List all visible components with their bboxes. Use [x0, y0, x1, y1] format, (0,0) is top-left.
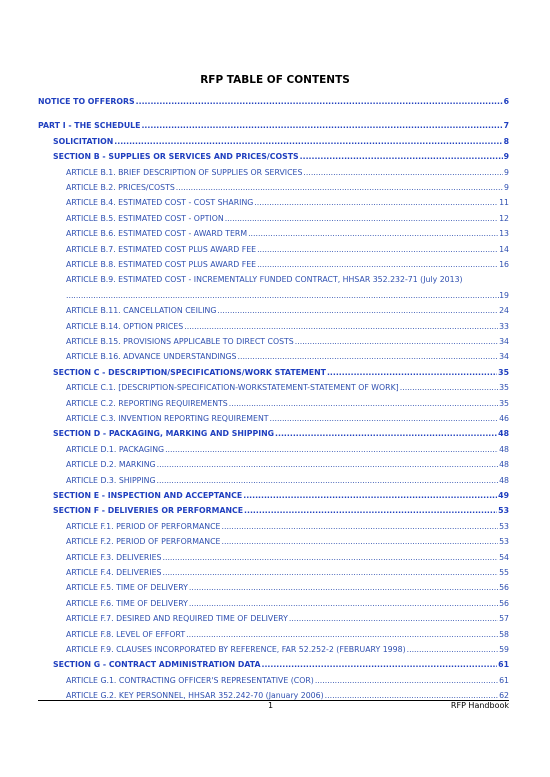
toc-dot-leader — [176, 181, 503, 194]
toc-entry-page: 11 — [499, 198, 509, 208]
toc-dot-leader — [237, 350, 498, 363]
toc-entry-title: ARTICLE C.2. REPORTING REQUIREMENTS — [66, 398, 228, 408]
toc-entry-page: 35 — [498, 367, 509, 377]
toc-dot-leader — [163, 551, 499, 564]
toc-entry-title: ARTICLE D.1. PACKAGING — [66, 444, 165, 454]
toc-dot-leader — [157, 474, 499, 487]
toc-entry[interactable] — [0, 304, 550, 317]
toc-dot-leader — [221, 520, 498, 533]
toc-dot-leader — [114, 135, 502, 148]
toc-dot-leader — [315, 674, 498, 687]
toc-entry-title: ARTICLE B.5. ESTIMATED COST - OPTION — [66, 213, 224, 223]
toc-entry-page: 19 — [499, 290, 509, 300]
toc-dot-leader — [184, 320, 498, 333]
toc-entry[interactable] — [0, 243, 550, 256]
toc-dot-leader — [221, 535, 498, 548]
toc-entry-page: 56 — [499, 583, 509, 593]
toc-dot-leader — [141, 119, 502, 132]
toc-dot-leader — [303, 166, 503, 179]
toc-entry[interactable] — [0, 119, 550, 132]
toc-entry-title: ARTICLE C.3. INVENTION REPORTING REQUIREMENT — [66, 414, 269, 423]
toc-entry-page: 54 — [499, 552, 509, 562]
toc-entry-continuation[interactable] — [66, 289, 509, 302]
toc-entry-title: SOLICITATION — [53, 136, 114, 146]
toc-entry-title: SECTION B - SUPPLIES OR SERVICES AND PRICES/COSTS — [53, 152, 299, 162]
toc-dot-leader — [300, 150, 503, 163]
toc-entry[interactable] — [0, 212, 550, 225]
toc-dot-leader — [407, 643, 498, 656]
toc-entry-page: 61 — [498, 660, 509, 670]
toc-entry-title: ARTICLE F.3. DELIVERIES — [66, 552, 162, 562]
footer-page-number: 1 — [268, 701, 274, 710]
toc-entry-page: 62 — [499, 691, 509, 701]
toc-entry[interactable] — [0, 504, 550, 517]
toc-entry[interactable] — [0, 674, 550, 687]
toc-dot-leader — [257, 258, 498, 271]
toc-dot-leader — [229, 397, 498, 410]
toc-entry-page: 53 — [499, 537, 509, 547]
toc-entry-page: 16 — [499, 260, 509, 269]
toc-entry-page: 48 — [499, 475, 509, 485]
toc-entry-page: 61 — [499, 675, 509, 685]
toc-dot-leader — [270, 412, 499, 425]
toc-entry[interactable] — [0, 366, 550, 379]
toc-entry-title: ARTICLE F.5. TIME OF DELIVERY — [66, 583, 188, 593]
toc-entry-page: 48 — [499, 444, 509, 454]
toc-entry[interactable] — [0, 150, 550, 163]
toc-entry[interactable] — [0, 643, 550, 656]
toc-entry-title: SECTION F - DELIVERIES OR PERFORMANCE — [53, 506, 244, 516]
toc-dot-leader — [163, 566, 499, 579]
toc-dot-leader — [189, 597, 498, 610]
toc-dot-leader — [248, 227, 498, 240]
toc-entry-title: ARTICLE F.1. PERIOD OF PERFORMANCE — [66, 521, 221, 531]
toc-entry-page: 14 — [499, 244, 509, 254]
toc-entry-title: ARTICLE B.9. ESTIMATED COST - INCREMENTALLY FUNDED CONTRACT, HHSAR 352.232-71 (July 2013) — [66, 275, 463, 285]
toc-entry-title: ARTICLE D.2. MARKING — [66, 460, 156, 470]
toc-dot-leader — [186, 628, 498, 641]
toc-entry-page: 34 — [499, 337, 509, 346]
toc-entry-title: ARTICLE B.2. PRICES/COSTS — [66, 183, 175, 192]
toc-entry-title: ARTICLE B.7. ESTIMATED COST PLUS AWARD FEE — [66, 244, 257, 254]
toc-entry-page: 56 — [499, 598, 509, 608]
footer-label: RFP Handbook — [450, 701, 509, 710]
toc-entry-title: ARTICLE F.4. DELIVERIES — [66, 568, 162, 577]
toc-entry[interactable] — [0, 227, 550, 240]
footer-rule — [38, 700, 509, 701]
toc-entry-title: ARTICLE B.14. OPTION PRICES — [66, 321, 184, 331]
toc-entry-title: SECTION E - INSPECTION AND ACCEPTANCE — [53, 491, 243, 500]
toc-entry-page: 6 — [503, 97, 509, 106]
toc-entry[interactable] — [0, 520, 550, 533]
toc-entry[interactable] — [0, 612, 550, 625]
toc-entry-title: ARTICLE F.7. DESIRED AND REQUIRED TIME OF DELIVERY — [66, 614, 288, 624]
toc-dot-leader — [189, 581, 498, 594]
toc-entry-page: 49 — [498, 491, 509, 500]
toc-dot-leader — [136, 95, 503, 108]
toc-entry-title: ARTICLE B.6. ESTIMATED COST - AWARD TERM — [66, 229, 248, 239]
toc-entry-page: 55 — [499, 568, 509, 577]
toc-entry[interactable] — [0, 566, 550, 579]
toc-entry-title: ARTICLE G.2. KEY PERSONNEL, HHSAR 352.242-70 (January 2006) — [66, 691, 324, 701]
toc-entry[interactable] — [0, 551, 550, 564]
toc-entry-page: 48 — [499, 460, 509, 470]
toc-entry-title: ARTICLE G.1. CONTRACTING OFFICER'S REPRESENTATIVE (COR) — [66, 675, 314, 685]
toc-entry-title: SECTION G - CONTRACT ADMINISTRATION DATA — [53, 660, 261, 670]
toc-entry-title: ARTICLE B.11. CANCELLATION CEILING — [66, 306, 217, 316]
toc-entry-title: ARTICLE D.3. SHIPPING — [66, 475, 156, 485]
toc-dot-leader — [225, 212, 498, 225]
toc-dot-leader — [165, 443, 498, 456]
toc-dot-leader — [295, 335, 498, 348]
toc-entry[interactable] — [0, 581, 550, 594]
toc-entry-page: 35 — [499, 398, 509, 408]
toc-entry[interactable] — [0, 628, 550, 641]
toc-entry-page: 13 — [499, 229, 509, 239]
toc-entry-title: ARTICLE B.15. PROVISIONS APPLICABLE TO DIRECT COSTS — [66, 337, 294, 346]
toc-entry-title: NOTICE TO OFFERORS — [38, 97, 135, 106]
toc-dot-leader — [275, 427, 497, 440]
toc-entry[interactable] — [0, 135, 550, 148]
toc-entry-title: ARTICLE F.2. PERIOD OF PERFORMANCE — [66, 537, 221, 547]
toc-entry[interactable] — [0, 489, 550, 502]
toc-entry-page: 9 — [503, 152, 509, 162]
toc-entry-page: 35 — [499, 383, 509, 393]
toc-dot-leader — [289, 612, 498, 625]
toc-entry-page: 46 — [499, 414, 509, 423]
toc-entry[interactable] — [0, 196, 550, 209]
toc-entry[interactable] — [0, 597, 550, 610]
toc-entry-title: ARTICLE B.8. ESTIMATED COST PLUS AWARD FEE — [66, 260, 257, 269]
toc-entry-page: 57 — [499, 614, 509, 624]
toc-entry[interactable] — [0, 427, 550, 440]
toc-dot-leader — [244, 504, 497, 517]
toc-entry[interactable] — [0, 443, 550, 456]
toc-entry[interactable] — [0, 320, 550, 333]
toc-entry[interactable] — [0, 181, 550, 194]
toc-dot-leader — [157, 458, 498, 471]
toc-entry[interactable] — [0, 535, 550, 548]
page-title: RFP TABLE OF CONTENTS — [200, 74, 350, 86]
toc-entry[interactable] — [0, 258, 550, 271]
toc-dot-leader — [262, 658, 498, 671]
toc-entry-title: ARTICLE C.1. [DESCRIPTION-SPECIFICATION-WORKSTATEMENT-STATEMENT OF WORK] — [66, 383, 399, 393]
toc-entry[interactable] — [0, 95, 550, 108]
toc-entry[interactable] — [0, 412, 550, 425]
toc-entry-page: 12 — [499, 213, 509, 223]
toc-entry-page: 48 — [498, 429, 509, 439]
toc-entry-title: PART I - THE SCHEDULE — [38, 121, 141, 131]
toc-entry-title: ARTICLE F.8. LEVEL OF EFFORT — [66, 629, 186, 639]
toc-entry-page: 9 — [504, 183, 509, 192]
toc-dot-leader — [400, 381, 498, 394]
toc-entry[interactable] — [0, 474, 550, 487]
toc-entry-page: 33 — [499, 321, 509, 331]
toc-entry-title: SECTION D - PACKAGING, MARKING AND SHIPPING — [53, 429, 275, 439]
toc-entry-title: ARTICLE B.4. ESTIMATED COST - COST SHARING — [66, 198, 254, 208]
toc-entry[interactable] — [0, 350, 550, 363]
toc-entry-page: 24 — [499, 306, 509, 316]
toc-entry-title: ARTICLE B.1. BRIEF DESCRIPTION OF SUPPLIES OR SERVICES — [66, 167, 303, 177]
toc-entry-title: ARTICLE F.9. CLAUSES INCORPORATED BY REFERENCE, FAR 52.252-2 (FEBRUARY 1998) — [66, 645, 406, 654]
toc-entry-page: 8 — [503, 136, 509, 146]
toc-entry-page: 53 — [499, 521, 509, 531]
toc-entry[interactable] — [0, 273, 550, 286]
toc-entry-page: 53 — [498, 506, 509, 516]
toc-entry-page: 7 — [503, 121, 509, 131]
toc-entry[interactable] — [0, 381, 550, 394]
toc-dot-leader — [217, 304, 498, 317]
toc-entry[interactable] — [0, 658, 550, 671]
toc-entry-page: 9 — [504, 167, 509, 177]
toc-dot-leader — [66, 289, 499, 302]
toc-entry-page: 34 — [499, 352, 509, 362]
toc-dot-leader — [254, 196, 498, 209]
toc-entry-page: 58 — [499, 629, 509, 639]
toc-entry[interactable] — [0, 335, 550, 348]
toc-entry[interactable] — [0, 458, 550, 471]
toc-entry-title: ARTICLE B.16. ADVANCE UNDERSTANDINGS — [66, 352, 237, 362]
toc-entry-title: ARTICLE F.6. TIME OF DELIVERY — [66, 598, 188, 608]
toc-entry[interactable] — [0, 397, 550, 410]
toc-entry[interactable] — [0, 166, 550, 179]
toc-dot-leader — [243, 489, 497, 502]
toc-dot-leader — [257, 243, 498, 256]
toc-entry-title: SECTION C - DESCRIPTION/SPECIFICATIONS/WORK STATEMENT — [53, 367, 326, 377]
toc-entry-page: 59 — [499, 645, 509, 654]
toc-dot-leader — [327, 366, 497, 379]
